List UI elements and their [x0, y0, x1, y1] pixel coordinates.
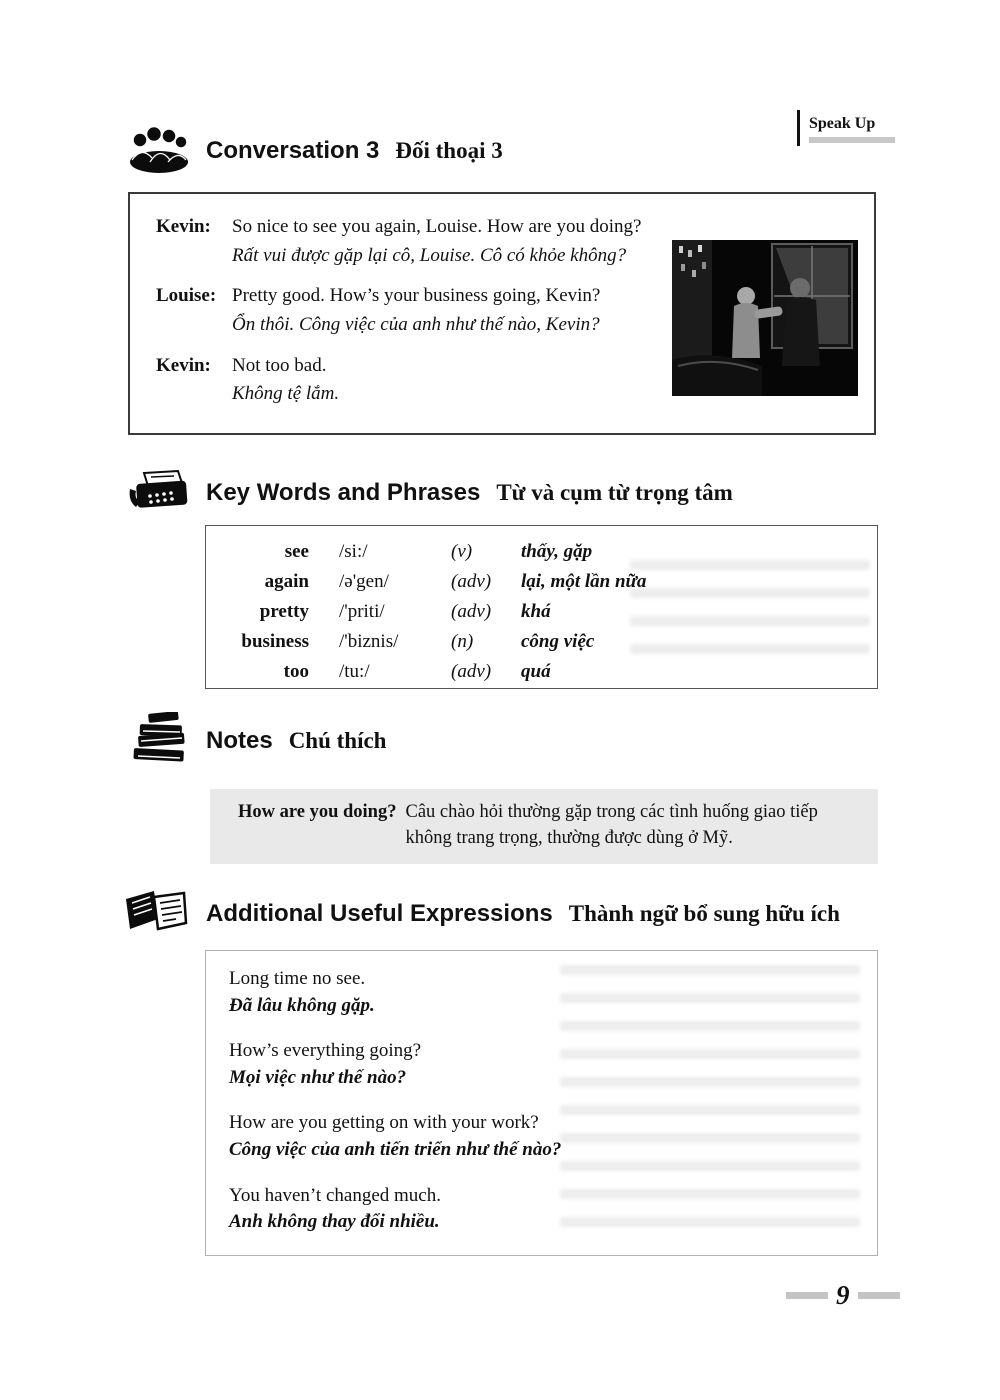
keywords-heading	[126, 468, 733, 518]
dialogue-box	[128, 192, 876, 435]
notes-heading	[126, 712, 386, 770]
keyword-meaning: công việc	[521, 631, 595, 652]
expressions-box	[205, 950, 878, 1256]
conversation-heading	[128, 124, 503, 178]
dialogue-text	[232, 353, 670, 407]
page-number: 9	[836, 1280, 850, 1310]
keyword-row	[206, 627, 877, 657]
dialogue-english: So nice to see you again, Louise. How are you doing?	[232, 216, 642, 237]
notes-term: How are you doing?	[238, 802, 397, 822]
keyword-word: too	[283, 661, 309, 682]
expressions-heading	[124, 888, 840, 940]
dialogue-vietnamese: Ổn thôi. Công việc của anh như thế nào, Kevin?	[232, 313, 600, 335]
keyword-row	[206, 657, 877, 687]
expression-vietnamese: Mọi việc như thế nào?	[229, 1066, 407, 1088]
expression-english: Long time no see.	[229, 968, 366, 989]
conversation-title-vi: Đối thoại 3	[395, 138, 503, 163]
speak-up-tag	[797, 110, 901, 146]
notes-box	[210, 789, 878, 864]
expression-item	[229, 966, 877, 1019]
page-number-rule-right	[858, 1292, 900, 1299]
dialogue-vietnamese: Không tệ lắm.	[232, 383, 340, 405]
keyword-pos: (adv)	[451, 571, 492, 592]
dialogue-text	[232, 214, 670, 268]
expressions-title-vi: Thành ngữ bổ sung hữu ích	[568, 901, 840, 926]
keyword-meaning: lại, một lần nữa	[521, 571, 647, 592]
expression-vietnamese: Đã lâu không gặp.	[229, 994, 375, 1016]
speaker-label: Louise:	[156, 285, 217, 307]
expression-vietnamese: Công việc của anh tiến triển như thế nào?	[229, 1138, 562, 1160]
keyword-word: see	[284, 541, 309, 562]
keywords-table	[205, 525, 878, 689]
expression-item	[229, 1038, 877, 1091]
keyword-phonetic: /'biznis/	[339, 631, 399, 652]
page-number-rule-left	[786, 1292, 828, 1299]
keyword-pos: (adv)	[451, 601, 492, 622]
keywords-title-en: Key Words and Phrases	[206, 479, 481, 506]
expression-vietnamese: Anh không thay đổi nhiều.	[229, 1211, 440, 1233]
speaker-label: Kevin:	[156, 216, 211, 237]
expression-item	[229, 1183, 877, 1236]
keywords-title-vi: Từ và cụm từ trọng tâm	[496, 480, 733, 505]
keyword-pos: (n)	[451, 631, 474, 652]
speak-up-underline	[809, 137, 895, 143]
books-stack-icon	[126, 712, 190, 771]
keyword-row	[206, 597, 877, 627]
expression-english: You haven’t changed much.	[229, 1184, 441, 1206]
dialogue-text	[232, 283, 670, 337]
keyword-pos: (adv)	[451, 661, 492, 682]
speak-up-label: Speak Up	[809, 115, 876, 132]
keyword-word: business	[241, 631, 309, 652]
conversation-title-en: Conversation 3	[206, 137, 380, 164]
expression-english: How are you getting on with your work?	[229, 1112, 539, 1134]
keyword-phonetic: /'priti/	[339, 601, 385, 622]
page-number-area	[786, 1280, 900, 1311]
keyword-row	[206, 537, 877, 567]
people-group-icon	[128, 124, 190, 179]
newspaper-icon	[124, 889, 190, 940]
dialogue-vietnamese: Rất vui được gặp lại cô, Louise. Cô có khỏe không?	[232, 244, 627, 266]
notes-explanation: Câu chào hỏi thường gặp trong các tình huống giao tiếp không trang trọng, thường được dùng ở Mỹ.	[405, 802, 818, 848]
keyword-word: again	[264, 571, 309, 592]
keyword-meaning: khá	[521, 601, 551, 622]
speaker-label: Kevin:	[156, 354, 211, 376]
telephone-icon	[126, 469, 190, 518]
keyword-meaning: quá	[521, 661, 551, 682]
expression-item	[229, 1110, 877, 1163]
keyword-phonetic: /ə'gen/	[339, 571, 389, 592]
expressions-title-en: Additional Useful Expressions	[206, 900, 553, 927]
notes-title-en: Notes	[206, 727, 273, 754]
dialogue-english: Pretty good. How’s your business going, Kevin?	[232, 285, 601, 307]
notes-title-vi: Chú thích	[288, 728, 387, 753]
keyword-phonetic: /si:/	[339, 541, 368, 562]
keyword-meaning: thấy, gặp	[521, 541, 593, 562]
expression-english: How’s everything going?	[229, 1040, 422, 1062]
dialogue-english: Not too bad.	[232, 354, 327, 376]
keyword-row	[206, 567, 877, 597]
keyword-pos: (v)	[451, 541, 473, 562]
keyword-phonetic: /tu:/	[339, 661, 370, 682]
conversation-photo	[672, 240, 858, 396]
keyword-word: pretty	[259, 601, 309, 622]
